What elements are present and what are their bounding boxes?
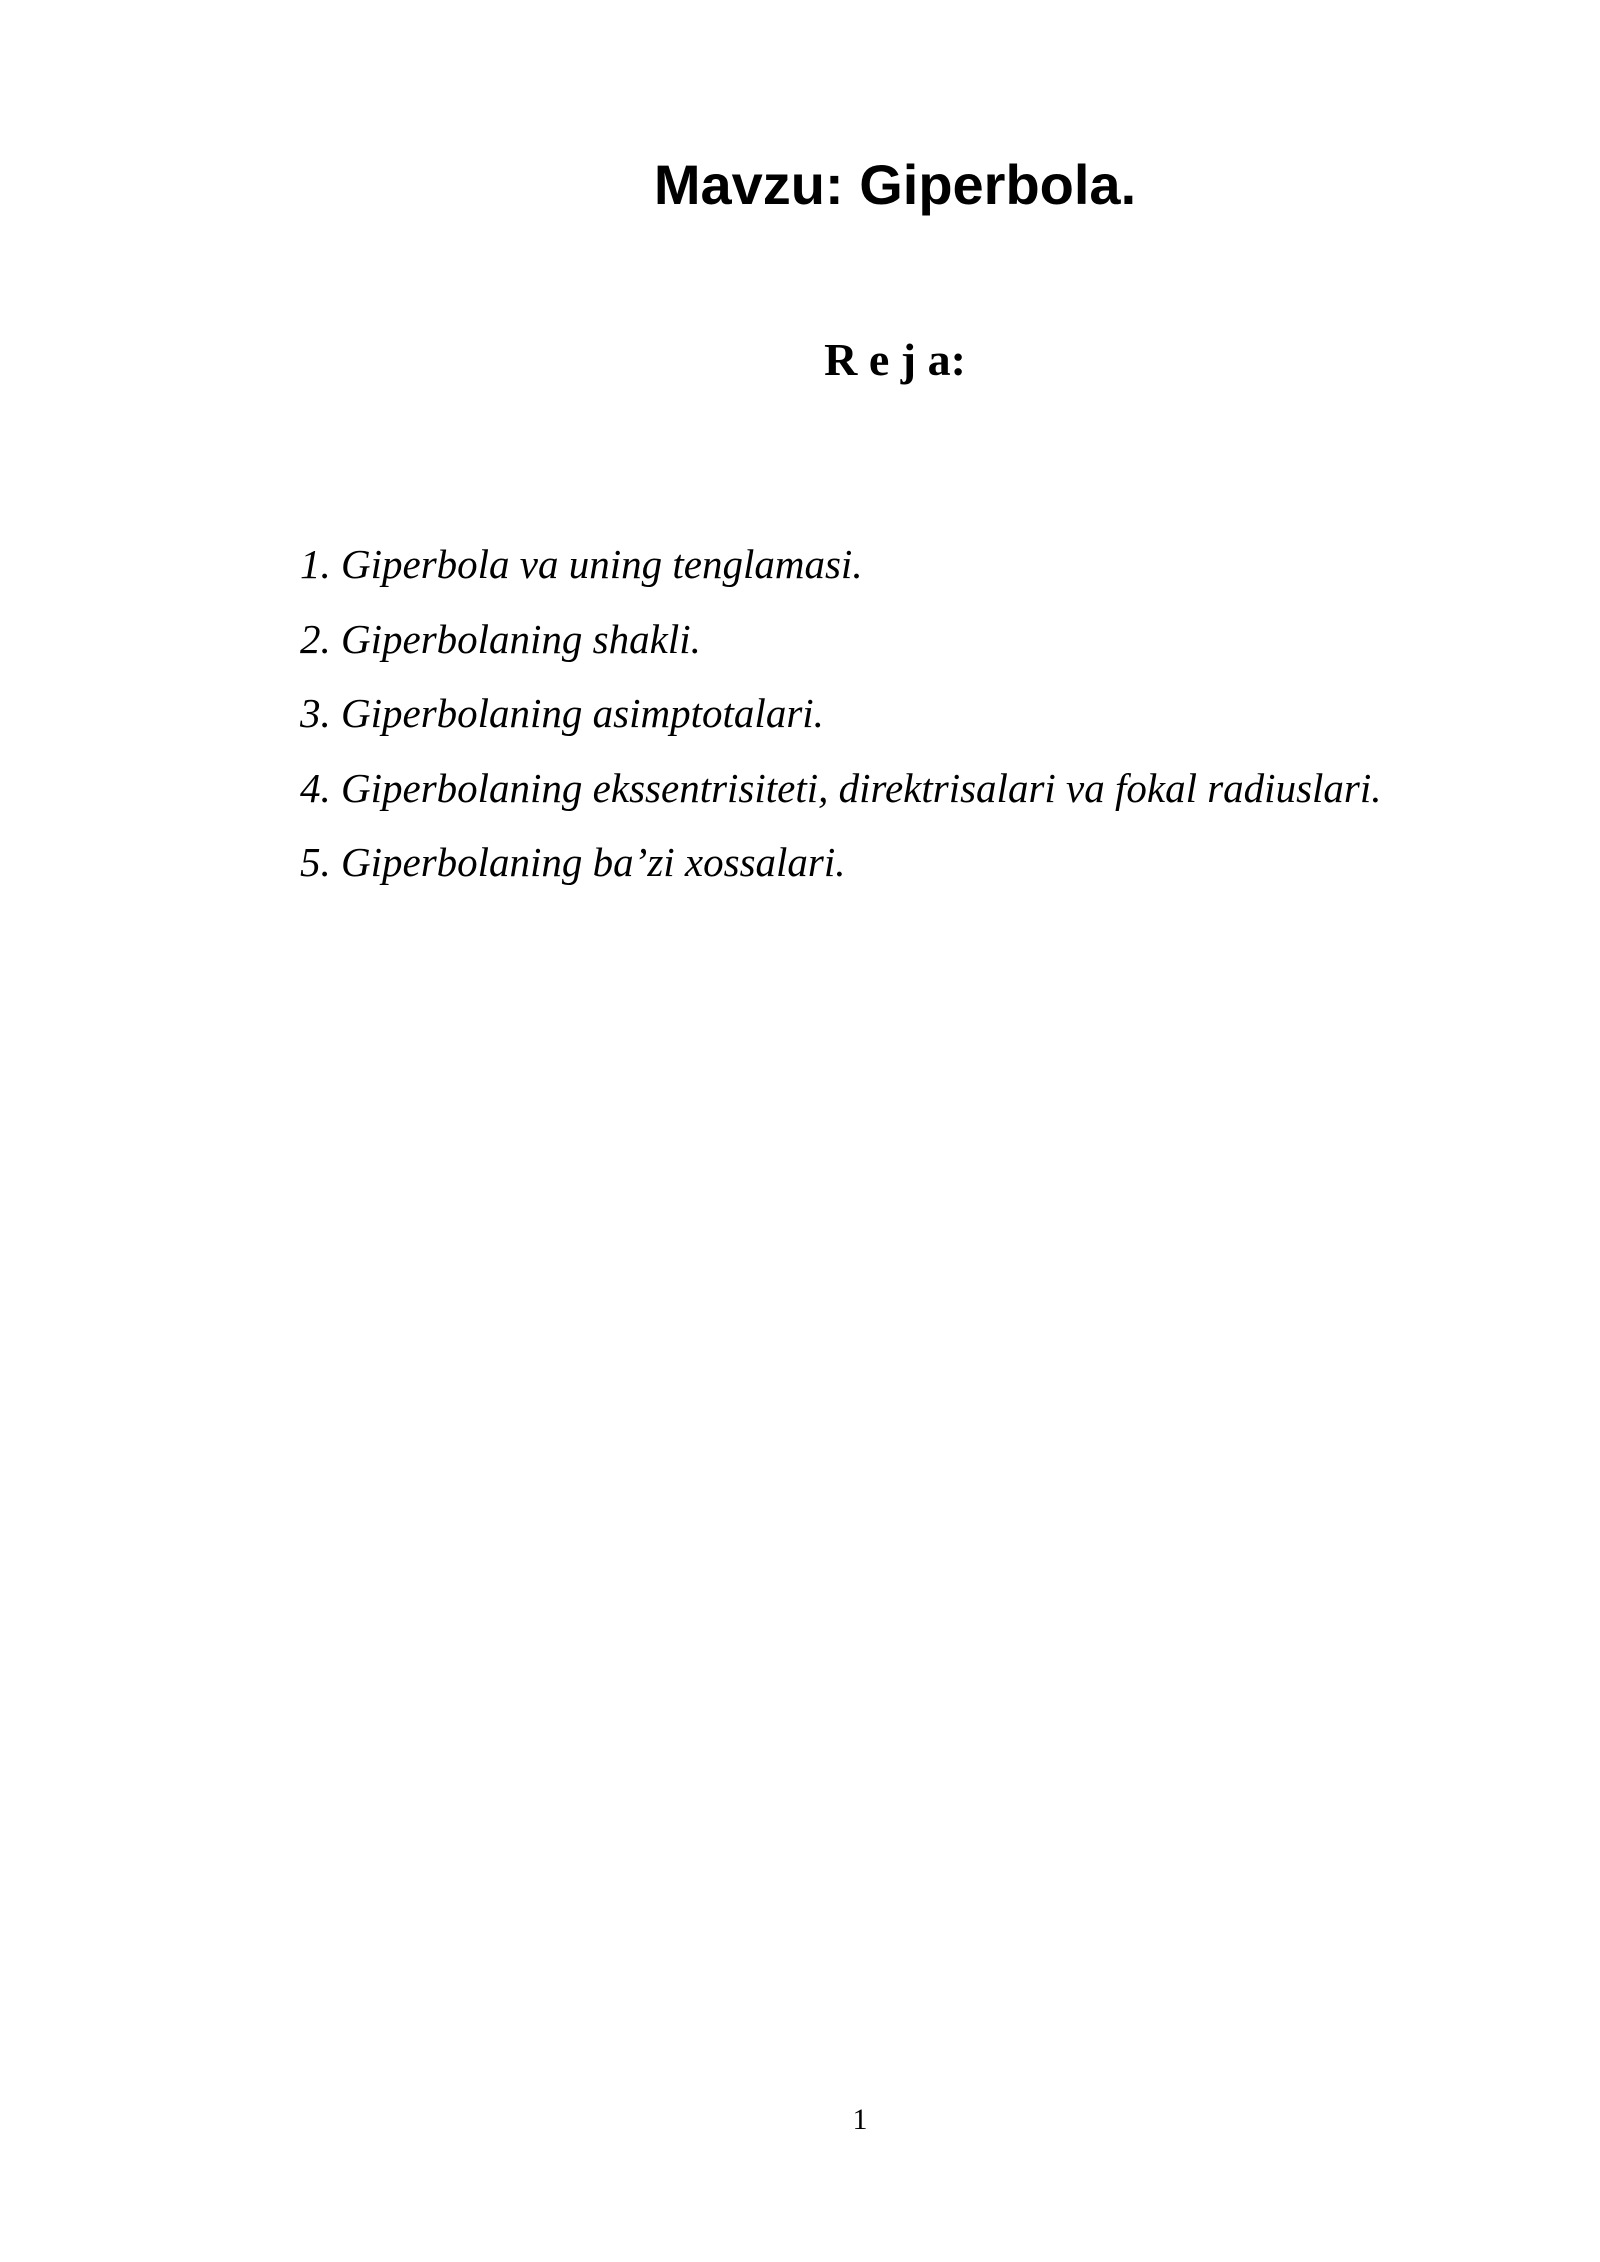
- page-number: 1: [852, 2103, 868, 2136]
- plan-item-4: 4. Giperbolaning ekssentrisiteti, direktrisalari va fokal radiuslari.: [300, 764, 1382, 811]
- plan-item-2: 2. Giperbolaning shakli.: [300, 615, 701, 662]
- plan-item-3: 3. Giperbolaning asimptotalari.: [300, 690, 824, 736]
- plan-list: [300, 527, 1382, 900]
- plan-item-1: 1. Giperbola va uning tenglamasi.: [300, 541, 863, 587]
- plan-item-5: 5. Giperbolaning ba’zi xossalari.: [300, 839, 846, 885]
- plan-heading: R e j a:: [824, 334, 966, 385]
- page-title: Mavzu: Giperbola.: [653, 153, 1137, 216]
